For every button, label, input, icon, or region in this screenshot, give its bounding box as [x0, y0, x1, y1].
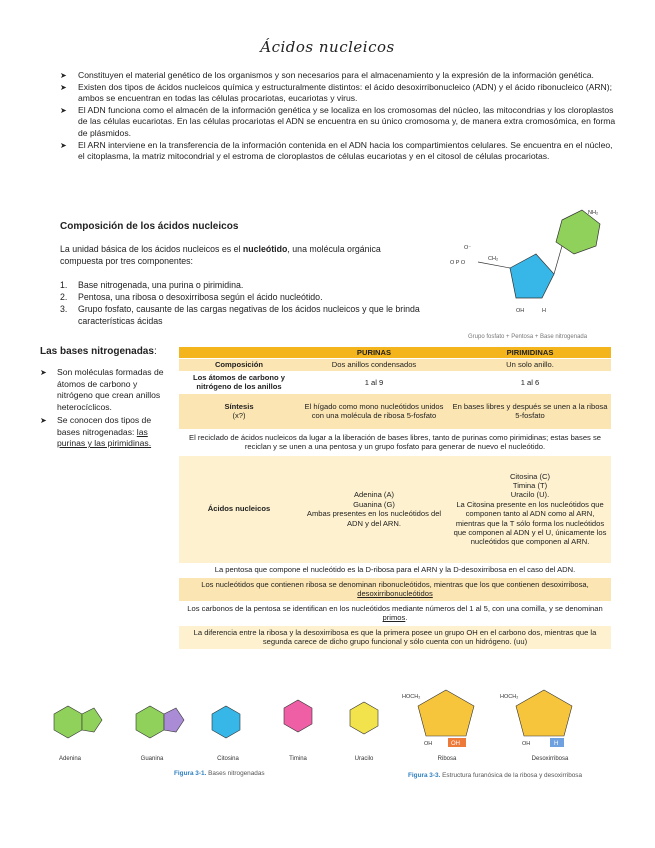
adenina-structure: [54, 706, 102, 738]
pentose-pentagon: [510, 254, 554, 298]
timina-structure: [284, 700, 312, 732]
bases-heading: Las bases nitrogenadas:: [40, 346, 157, 357]
svg-text:OH: OH: [516, 308, 525, 314]
bases-table: [179, 347, 611, 650]
table-row: Los carbonos de la pentosa se identifican en los nucleótidos mediante números del 1 al 5, con una comilla, y se denominan primos.: [179, 601, 611, 625]
table-row: Síntesis (x?) El hígado como mono nucleótidos unidos con una molécula de ribosa 5-fosfato En bases libres y después se unen a la ribosa 5-fosfato: [179, 393, 611, 429]
table-row: El reciclado de ácidos nucleicos da lugar a la liberación de bases libres, tanto de purinas como pirimidinas; estas bases se reciclan y se unen a una pentosa y un grupo fosfato para generar de nuevo el nucleótido.: [179, 429, 611, 455]
list-item: ➤ Son moléculas formadas de átomos de carbono y nitrógeno que crean anillos heterocíclicos.: [40, 367, 164, 412]
composition-paragraph: La unidad básica de los ácidos nucleicos es el nucleótido, una molécula orgánica compuesta por tres componentes:: [60, 244, 381, 266]
composition-heading: Composición de los ácidos nucleicos: [60, 221, 239, 232]
primos-link[interactable]: primos: [382, 613, 406, 623]
uracilo-structure: [350, 702, 378, 734]
uracilo-label: Uracilo: [354, 756, 374, 762]
intro-bullet: ➤ El ADN funciona como el almacén de la información genética y se localiza en los cromosomas del núcleo, las mitocondrias y los cloroplastos de las células eucariotas. En las células procariotas el ADN se encuentra en su único cromosoma y, de manera extra cromosómica, en forma de plásmidos.: [60, 104, 616, 138]
adenina-label: Adenina: [58, 756, 82, 762]
timina-label: Timina: [289, 756, 307, 762]
svg-text:NH₂: NH₂: [588, 210, 599, 216]
list-item: 1. Base nitrogenada, una purina o pirimidina.: [60, 280, 244, 290]
guanina-structure: [136, 706, 184, 738]
components-list: [60, 279, 428, 327]
arrow-bullet-icon: ➤: [60, 82, 67, 92]
arrow-bullet-icon: ➤: [40, 416, 47, 425]
svg-text:O⁻: O⁻: [464, 245, 472, 251]
table-row: Los átomos de carbono y nitrógeno de los anillos 1 al 9 1 al 6: [179, 371, 611, 393]
list-item: ➤ Se conocen dos tipos de bases nitrogenadas: las purinas y las pirimidinas.: [40, 415, 152, 448]
table-row: La diferencia entre la ribosa y la desoxirribosa es que la primera posee un grupo OH en el carbono dos, mientras que la segunda carece de dicho grupo funcional y sólo cuenta con un hidrógeno. (uu): [179, 625, 611, 649]
table-header-row: [179, 347, 611, 359]
page-title: Ácidos nucleicos: [260, 38, 395, 56]
bases-list: [40, 367, 170, 452]
svg-text:HOCH₂: HOCH₂: [500, 694, 519, 700]
table-row: Los nucleótidos que contienen ribosa se denominan ribonucleótidos, mientras que los que contienen desoxirribosa, desoxirribonucleótidos: [179, 577, 611, 601]
arrow-bullet-icon: ➤: [60, 71, 67, 80]
sugars-figure: [400, 684, 600, 756]
guanina-label: Guanina: [140, 756, 164, 762]
table-row: Composición Dos anillos condensados Un solo anillo.: [179, 359, 611, 371]
desoxirribosa-label: Desoxirribosa: [531, 756, 569, 762]
svg-text:OH: OH: [522, 741, 531, 747]
citosina-structure: [212, 706, 240, 738]
ribosa-label: Ribosa: [437, 756, 457, 762]
figure-caption-bases: Figura 3-1. Bases nitrogenadas: [174, 770, 265, 777]
bases-figure: [40, 690, 400, 760]
svg-text:CH₂: CH₂: [488, 256, 499, 262]
intro-bullet: ➤ Existen dos tipos de ácidos nucleicos química y estructuralmente distintos: el ácido desoxirribonucleico (ADN) y el ácido ribonucleico (ARN); ambos se encuentran en todas las células procariotas, eucariotas y virus.: [60, 81, 613, 104]
desoxirribonucleotidos-link[interactable]: desoxirribonucleótidos: [357, 589, 433, 599]
pirimidinas-header: PIRIMIDINAS: [449, 347, 611, 359]
svg-text:H: H: [554, 741, 559, 747]
ribosa-structure: [402, 690, 474, 747]
arrow-bullet-icon: ➤: [60, 140, 67, 150]
desoxirribosa-structure: [500, 690, 572, 747]
table-row: La pentosa que compone el nucleótido es la D-ribosa para el ARN y la D-desoxirribosa en el caso del ADN.: [179, 563, 611, 577]
purinas-header: PURINAS: [299, 347, 449, 359]
arrow-bullet-icon: ➤: [40, 368, 47, 377]
list-item: 3. Grupo fosfato, causante de las cargas negativas de los ácidos nucleicos y que le brinda características ácidas: [60, 304, 420, 326]
svg-text:OH: OH: [424, 741, 433, 747]
nucleotide-figure: [450, 202, 610, 330]
arrow-bullet-icon: ➤: [60, 105, 67, 115]
intro-bullets: [60, 70, 620, 163]
purinas-pirimidinas-link[interactable]: las purinas y las pirimidinas.: [57, 426, 152, 448]
svg-text:HOCH₂: HOCH₂: [402, 694, 421, 700]
phosphate-label: O P O: [450, 260, 466, 266]
intro-bullet: ➤ Constituyen el material genético de los organismos y son necesarios para el almacenamiento y la expresión de la información genética.: [60, 70, 594, 80]
intro-bullet: ➤ El ARN interviene en la transferencia de la información contenida en el ADN hacia los compartimientos celulares. Se encuentra en el núcleo, el citoplasma, la matriz mitocondrial y el estroma de cloroplastos de células eucariotas y en el citosol de células procariotas.: [60, 139, 613, 162]
svg-text:H: H: [542, 308, 546, 314]
base-hexagon: [556, 210, 600, 254]
svg-text:OH: OH: [451, 741, 460, 747]
list-item: 2. Pentosa, una ribosa o desoxirribosa según el ácido nucleótido.: [60, 292, 323, 302]
citosina-label: Citosina: [217, 756, 239, 762]
table-row: Ácidos nucleicos Adenina (A) Guanina (G) Ambas presentes en los nucleótidos del ADN y del ARN. Citosina (C) Timina (T) Uracilo (U). La Citosina presente en los nucleótidos que componen tanto al ADN como al ARN, mientras que la T sólo forma los nucleótidos que componen al ADN y el U, únicamente los nucleótidos que componen al ARN.: [179, 455, 611, 563]
nucleotide-caption: Grupo fosfato + Pentosa + Base nitrogenada: [468, 334, 588, 340]
figure-caption-sugars: Figura 3-3. Estructura furanósica de la ribosa y desoxirribosa: [408, 772, 583, 779]
